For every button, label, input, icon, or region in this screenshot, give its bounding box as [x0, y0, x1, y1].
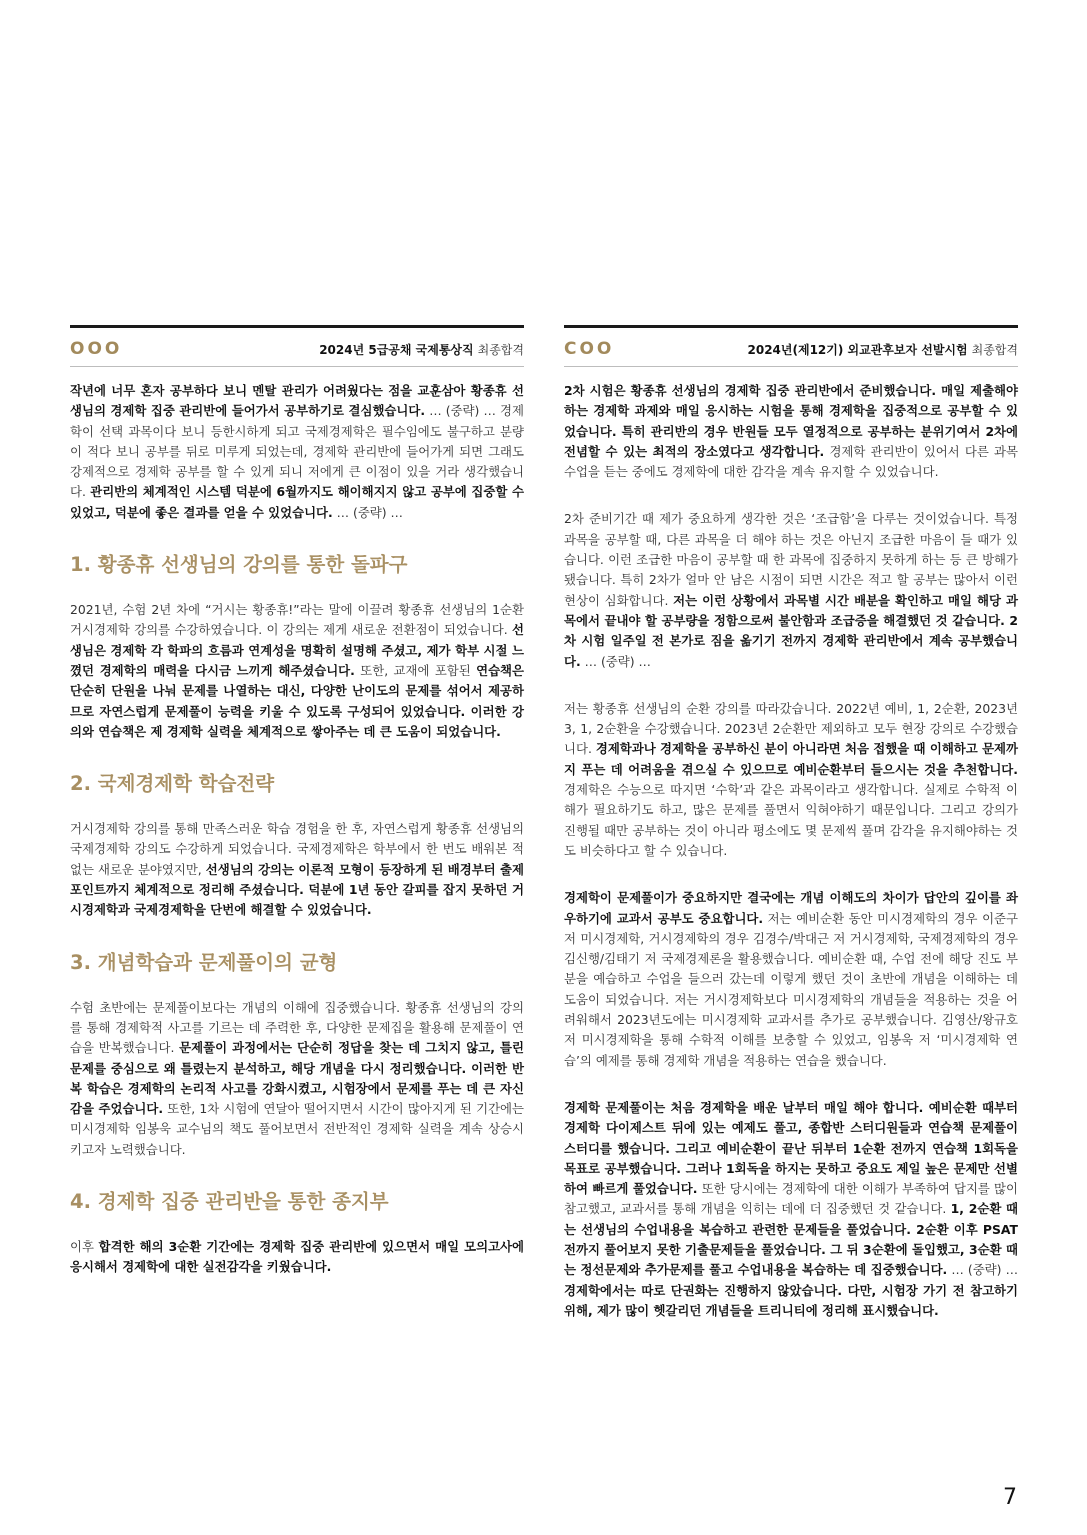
paragraph: [70, 819, 524, 920]
section-heading: 2. 국제경제학 학습전략: [70, 772, 275, 796]
right-column: [564, 325, 1018, 1348]
text-run: 2차 준비기간 때 제가 중요하게 생각한 것은 ‘조급함’을 다루는 것이었습니다. 특정 과목을 공부할 때, 다른 과목을 더 해야 하는 것은 아닌지 조급한 마음이 들 때가 있습니다. 이런 조급한 마음이 공부할 때 한 과목에 집중하지 못하게 하는 등 큰 방해가 됐습니다. 특히 2차가 얼마 안 남은 시점이 되면 시간은 적고 할 공부는 많아서 이런 현상이 심화합니다.: [564, 511, 1018, 608]
text-run: 저는 황종휴 선생님의 순환 강의를 따라갔습니다. 2022년 예비, 1, 2순환, 2023년 3, 1, 2순환을 수강했습니다. 2023년 2순환만 제외하고 모두 현장 강의로 수강했습니다.: [564, 700, 1018, 757]
text-run: 이후: [70, 1239, 99, 1255]
bold-text-run: 경제학에서는 따로 단권화는 진행하지 않았습니다. 다만, 시험장 가기 전 참고하기 위해, 제가 많이 헷갈리던 개념들을 트리니티에 정리해 표시했습니다.: [564, 1282, 1018, 1318]
page-number: 7: [1003, 1485, 1017, 1510]
paragraph: [70, 998, 524, 1160]
text-run: … (중략) …: [332, 504, 403, 520]
header-divider: [564, 366, 1018, 367]
bold-text-run: 2차 시험은 황종휴 선생님의 경제학 집중 관리반에서 준비했습니다. 매일 제출해야 하는 경제학 과제와 매일 응시하는 시험을 통해 경제학을 집중적으로 공부할 수 있었습니다. 특히 관리반의 경우 반원들 모두 열정적으로 공부하는 분위기여서 2차에 전념할 수 있는 최적의 장소였다고 생각합니다.: [564, 383, 1018, 459]
paragraph: [70, 1237, 524, 1278]
header-divider: [70, 366, 524, 367]
bold-text-run: 경제학이 문제풀이가 중요하지만 결국에는 개념 이해도의 차이가 답안의 깊이를 좌우하기에 교과서 공부도 중요합니다.: [564, 890, 1018, 926]
student-name: COO: [564, 339, 615, 359]
exam-info: [748, 341, 1019, 358]
bold-text-run: 선생님은 경제학 각 학파의 흐름과 연계성을 명확히 설명해 주셨고, 제가 학부 시절 느꼈던 경제학의 매력을 다시금 느끼게 해주셨습니다.: [70, 622, 524, 678]
paragraph: [564, 381, 1018, 482]
text-run: … (중략) … 경제학이 선택 과목이다 보니 등한시하게 되고 국제경제학은 필수임에도 불구하고 분량이 적다 보니 공부를 뒤로 미루게 되었는데, 경제학 관리반에 들어가게 되면 그래도 강제적으로 경제학 공부를 할 수 있게 되니 저에게 큰 이점이 있을 거라 생각했습니다.: [70, 403, 524, 500]
bold-text-run: 관리반의 체계적인 시스템 덕분에 6월까지도 해이해지지 않고 공부에 집중할 수 있었고, 덕분에 좋은 결과를 얻을 수 있었습니다.: [70, 484, 524, 520]
text-run: 2021년, 수험 2년 차에 “거시는 황종휴!”라는 말에 이끌려 황종휴 선생님의 1순환 거시경제학 강의를 수강하였습니다. 이 강의는 제게 새로운 전환점이 되었습니다.: [70, 602, 524, 638]
paragraph: [564, 1098, 1018, 1321]
bold-text-run: 합격한 해의 3순환 기간에는 경제학 집중 관리반에 있으면서 매일 모의고사에 응시해서 경제학에 대한 실전감각을 키웠습니다.: [70, 1239, 524, 1275]
section-heading: 3. 개념학습과 문제풀이의 균형: [70, 950, 338, 974]
paragraph: [564, 509, 1018, 671]
paragraph: [564, 699, 1018, 861]
paragraph: [70, 600, 524, 742]
text-run: 경제학 관리반이 있어서 다른 과목 수업을 듣는 중에도 경제학에 대한 감각을 계속 유지할 수 있었습니다.: [564, 443, 1018, 480]
section-heading: 1. 황종휴 선생님의 강의를 통한 돌파구: [70, 553, 408, 577]
bold-text-run: 1, 2순환 때는 선생님의 수업내용을 복습하고 관련한 문제들을 풀었습니다. 2순환 이후 PSAT 전까지 풀어보지 못한 기출문제들을 풀었습니다. 그 뒤 3순환에 돌입했고, 3순환 때는 정선문제와 추가문제를 풀고 수업내용을 복습하는 데 집중했습니다.: [564, 1201, 1018, 1278]
exam-title: 2024년 5급공채 국제통상직: [319, 342, 474, 357]
text-run: 또한, 1차 시험에 연달아 떨어지면서 시간이 많아지게 된 기간에는 미시경제학 임봉욱 교수님의 책도 풀어보면서 전반적인 경제학 실력을 계속 상승시키고자 노력했습니다.: [70, 1101, 524, 1157]
text-run: 또한 당시에는 경제학에 대한 이해가 부족하여 답지를 많이 참고했고, 교과서를 통해 개념을 익히는 데에 더 집중했던 것 같습니다.: [564, 1181, 1018, 1217]
bold-text-run: 연습책은 단순히 단원을 나눠 문제를 나열하는 대신, 다양한 난이도의 문제를 섞어서 제공하므로 자연스럽게 문제풀이 능력을 키울 수 있도록 구성되어 있었습니다. 이러한 강의와 연습책은 제 경제학 실력을 체계적으로 쌓아주는 데 큰 도움이 되었습니다.: [70, 662, 524, 739]
section-heading: 4. 경제학 집중 관리반을 통한 종지부: [70, 1190, 389, 1214]
exam-title: 2024년(제12기) 외교관후보자 선발시험: [747, 342, 968, 357]
left-column-header: [70, 325, 524, 366]
bold-text-run: 작년에 너무 혼자 공부하다 보니 멘탈 관리가 어려웠다는 점을 교훈삼아 황종휴 선생님의 경제학 집중 관리반에 들어가서 공부하기로 결심했습니다.: [70, 383, 524, 419]
bold-text-run: 선생님의 강의는 이론적 모형이 등장하게 된 배경부터 출제 포인트까지 체계적으로 정리해 주셨습니다. 덕분에 1년 동안 갈피를 잡지 못하던 거시경제학과 국제경제학을 단번에 해결할 수 있었습니다.: [70, 861, 524, 918]
left-column: [70, 325, 524, 1305]
paragraph: [564, 888, 1018, 1071]
text-run: 저는 예비순환 동안 미시경제학의 경우 이준구 저 미시경제학, 거시경제학의 경우 김경수/박대근 저 거시경제학, 국제경제학의 경우 김신행/김태기 저 국제경제론을 활용했습니다. 예비순환 때, 수업 전에 해당 진도 부분을 예습하고 수업을 들으러 갔는데 이렇게 했던 것이 초반에 개념을 이해하는 데 도움이 되었습니다. 저는 거시경제학보다 미시경제학의 개념들을 적용하는 것을 어려워해서 2023년도에는 미시경제학 교과서를 추가로 공부했습니다. 김영산/왕규호 저 미시경제학을 통해 수학적 이해를 보충할 수 있었고, 임봉욱 저 ‘미시경제학 연습’의 예제를 통해 경제학 개념을 적용하는 연습을 했습니다.: [564, 910, 1018, 1068]
text-run: 수험 초반에는 문제풀이보다는 개념의 이해에 집중했습니다. 황종휴 선생님의 강의를 통해 경제학적 사고를 기르는 데 주력한 후, 다양한 문제집을 활용해 문제풀이 연습을 반복했습니다.: [70, 999, 524, 1056]
right-column-header: [564, 325, 1018, 366]
paragraph: [70, 381, 524, 523]
bold-text-run: 문제풀이 과정에서는 단순히 정답을 찾는 데 그치지 않고, 틀린 문제를 중심으로 왜 틀렸는지 분석하고, 해당 개념을 다시 정리했습니다. 이러한 반복 학습은 경제학의 논리적 사고를 강화시켰고, 시험장에서 문제를 푸는 데 큰 자신감을 주었습니다.: [70, 1040, 524, 1117]
bold-text-run: 경제학과나 경제학을 공부하신 분이 아니라면 처음 접했을 때 이해하고 문제까지 푸는 데 어려움을 겪으실 수 있으므로 예비순환부터 들으시는 것을 추천합니다.: [564, 741, 1018, 777]
student-name: OOO: [70, 339, 123, 359]
text-run: … (중략) …: [580, 653, 651, 669]
bold-text-run: 저는 이런 상황에서 과목별 시간 배분을 확인하고 매일 해당 과목에서 끝내야 할 공부량을 정함으로써 불안함과 조급증을 해결했던 것 같습니다. 2차 시험 일주일 전 본가로 짐을 옮기기 전까지 경제학 관리반에서 계속 공부했습니다.: [564, 592, 1018, 669]
text-run: 경제학은 수능으로 따지면 ‘수학’과 같은 과목이라고 생각합니다. 실제로 수학적 이해가 필요하기도 하고, 많은 문제를 풀면서 익혀야하기 때문입니다. 그리고 강의가 진행될 때만 공부하는 것이 아니라 평소에도 몇 문제씩 풀며 감각을 유지해야하는 것도 비슷하다고 할 수 있습니다.: [564, 782, 1018, 858]
bold-text-run: 경제학 문제풀이는 처음 경제학을 배운 날부터 매일 해야 합니다. 예비순환 때부터 경제학 다이제스트 뒤에 있는 예제도 풀고, 종합반 스터디원들과 연습책 문제풀이 스터디를 했습니다. 그리고 예비순환이 끝난 뒤부터 1순환 전까지 연습책 1회독을 목표로 공부했습니다. 그러나 1회독을 하지는 못하고 중요도 제일 높은 문제만 선별하여 빠르게 풀었습니다.: [564, 1099, 1018, 1197]
exam-result: 최종합격: [971, 342, 1018, 357]
text-run: 거시경제학 강의를 통해 만족스러운 학습 경험을 한 후, 자연스럽게 황종휴 선생님의 국제경제학 강의도 수강하게 되었습니다. 국제경제학은 학부에서 한 번도 배워본 적 없는 새로운 분야였지만,: [70, 821, 524, 877]
text-run: … (중략) …: [947, 1262, 1018, 1278]
exam-info: [319, 341, 524, 358]
exam-result: 최종합격: [477, 342, 524, 357]
text-run: 또한, 교재에 포함된: [354, 662, 477, 678]
